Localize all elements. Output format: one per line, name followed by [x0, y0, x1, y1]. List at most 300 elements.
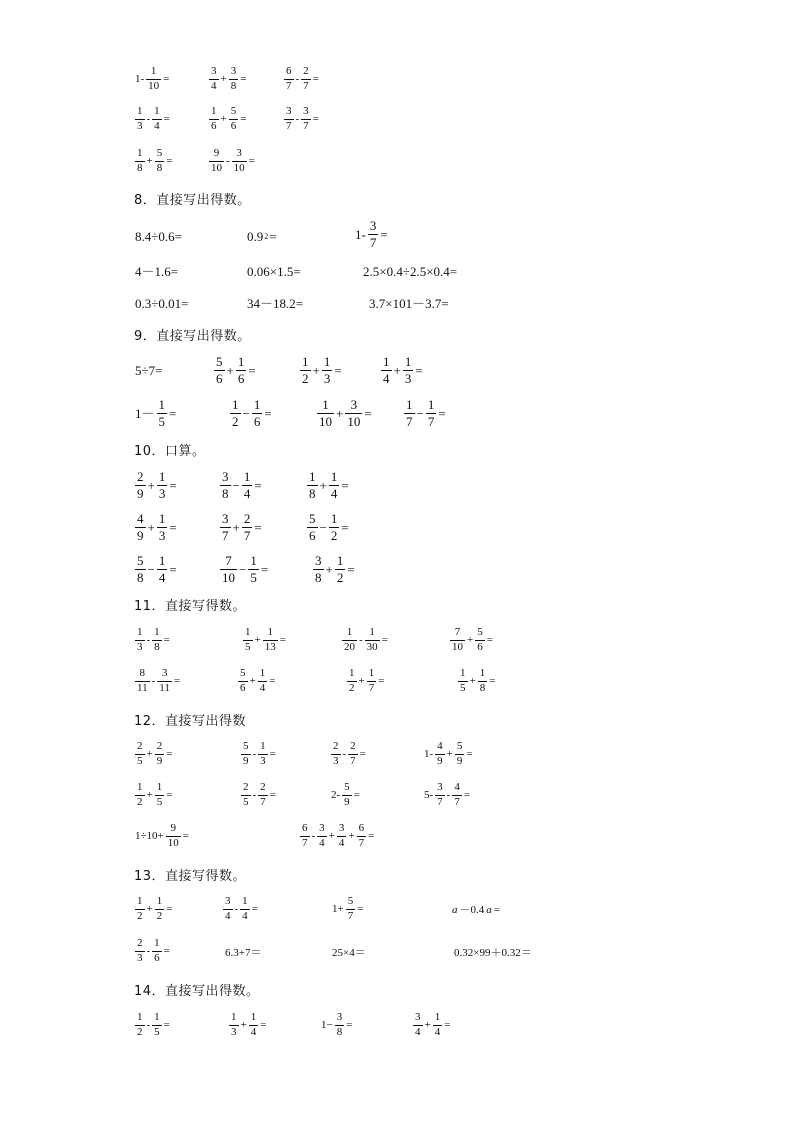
denominator: 2	[232, 413, 239, 429]
fraction	[317, 823, 327, 849]
fraction	[155, 782, 165, 808]
expression-text: 1+	[332, 902, 344, 915]
fraction	[135, 741, 145, 767]
fraction	[230, 398, 241, 428]
denominator: 11	[159, 681, 170, 694]
expression-text: +	[146, 902, 153, 915]
numerator: 1	[302, 354, 309, 369]
expression-text: 0.3÷0.01=	[135, 296, 189, 311]
expression-text: =	[312, 112, 319, 125]
numerator: 2	[303, 65, 309, 77]
expression-text: -	[151, 674, 156, 687]
expression-text: =	[254, 477, 262, 493]
fraction	[249, 1012, 259, 1038]
fraction	[307, 470, 318, 500]
denominator: 5	[156, 795, 163, 808]
fraction	[478, 668, 488, 694]
numerator: 1	[245, 626, 251, 638]
numerator: 5	[309, 511, 316, 526]
expression-text: =	[163, 112, 170, 125]
denominator: 6	[216, 370, 223, 386]
problem	[380, 355, 424, 385]
numerator: 1	[253, 397, 261, 412]
denominator: 2	[336, 569, 344, 585]
fraction	[243, 627, 253, 653]
fraction	[307, 512, 318, 542]
numerator: 2	[137, 740, 143, 752]
numerator: 1	[154, 105, 160, 117]
numerator: 9	[213, 147, 220, 159]
expression-text: 3.7×101－3.7=	[369, 296, 449, 311]
numerator: 3	[286, 105, 292, 117]
denominator: 9	[456, 754, 463, 767]
numerator: 1	[323, 354, 331, 369]
fraction	[301, 66, 311, 92]
numerator: 1	[346, 626, 353, 638]
denominator: 8	[156, 161, 163, 174]
denominator: 7	[303, 119, 309, 132]
expression-text: -	[146, 1018, 151, 1031]
denominator: 3	[333, 754, 339, 767]
denominator: 2	[330, 527, 338, 543]
denominator: 6	[237, 370, 245, 386]
numerator: 6	[286, 65, 292, 77]
expression-text: =	[359, 747, 366, 760]
denominator: 8	[154, 640, 160, 653]
numerator: 7	[454, 626, 461, 638]
fraction	[347, 668, 357, 694]
denominator: 7	[286, 119, 292, 132]
section-heading: 14．直接写出得数。	[134, 984, 260, 999]
numerator: 5	[137, 553, 144, 568]
denominator: 3	[158, 527, 166, 543]
expression-text: =	[334, 362, 342, 378]
expression-text: =	[269, 674, 276, 687]
fraction	[258, 741, 268, 767]
denominator: 13	[264, 640, 276, 653]
numerator: 1	[137, 1011, 143, 1023]
problem	[331, 896, 364, 922]
fraction	[155, 896, 165, 922]
denominator: 4	[434, 1025, 441, 1038]
problem	[451, 905, 501, 916]
denominator: 5	[137, 754, 143, 767]
denominator: 9	[137, 527, 144, 543]
fraction	[263, 627, 278, 653]
numerator: 1	[460, 667, 466, 679]
fraction	[135, 668, 150, 694]
expression-text: =	[312, 72, 319, 85]
denominator: 6	[477, 640, 483, 653]
denominator: 7	[358, 836, 365, 849]
expression-text: −	[232, 477, 240, 493]
denominator: 7	[222, 527, 229, 543]
denominator: 5	[243, 795, 249, 808]
denominator: 11	[137, 681, 148, 694]
numerator: 1	[250, 553, 257, 568]
problem	[228, 1012, 267, 1038]
numerator: 1	[154, 937, 160, 949]
expression-text: =	[254, 519, 262, 535]
expression-text: =	[248, 362, 256, 378]
denominator: 3	[260, 754, 266, 767]
problem	[219, 470, 263, 500]
problem	[134, 230, 183, 243]
numerator: 3	[161, 667, 168, 679]
denominator: 2	[349, 681, 355, 694]
fraction	[135, 106, 145, 132]
problem	[403, 398, 447, 428]
denominator: 10	[167, 836, 179, 849]
problem	[134, 741, 173, 767]
numerator: 1	[330, 511, 338, 526]
numerator: 2	[350, 740, 356, 752]
fraction	[313, 554, 324, 584]
problem	[208, 148, 256, 174]
expression-text: +	[249, 674, 256, 687]
problem	[134, 66, 170, 92]
denominator: 7	[303, 79, 309, 92]
numerator: 1	[267, 626, 273, 638]
fraction	[342, 782, 352, 808]
fraction	[155, 148, 165, 174]
expression-text: -	[234, 902, 239, 915]
numerator: 1	[243, 469, 251, 484]
denominator: 3	[323, 370, 331, 386]
expression-text: 2.5×0.4÷2.5×0.4=	[363, 264, 458, 279]
denominator: 7	[286, 79, 292, 92]
problem	[362, 265, 458, 278]
expression-text: =	[444, 1018, 451, 1031]
numerator: 1	[250, 1011, 257, 1023]
denominator: 5	[250, 569, 257, 585]
fraction	[404, 398, 415, 428]
numerator: 1	[330, 469, 338, 484]
fraction	[157, 470, 168, 500]
problem	[208, 66, 247, 92]
numerator: 1	[154, 626, 160, 638]
problem	[423, 741, 474, 767]
expression-text: =	[260, 1018, 267, 1031]
expression-text: +	[358, 674, 365, 687]
numerator: 6	[358, 822, 365, 834]
expression-text: 0.06×1.5=	[247, 264, 301, 279]
denominator: 3	[137, 951, 143, 964]
fraction	[258, 668, 268, 694]
expression-text: +	[146, 747, 153, 760]
expression-text: =	[466, 747, 473, 760]
numerator: 1	[383, 354, 390, 369]
numerator: 2	[243, 511, 251, 526]
fraction	[229, 1012, 239, 1038]
fraction	[329, 470, 340, 500]
expression-text: =	[341, 519, 349, 535]
expression-text: +	[220, 112, 227, 125]
problem	[222, 896, 259, 922]
denominator: 3	[158, 485, 166, 501]
expression-text: 25×4＝	[332, 947, 366, 959]
expression-text: 1－	[135, 405, 155, 421]
fraction	[135, 512, 146, 542]
expression-text: =	[269, 229, 277, 244]
fraction	[458, 668, 468, 694]
problem	[134, 668, 181, 694]
fraction	[435, 782, 445, 808]
numerator: 5	[230, 105, 237, 117]
numerator: 3	[225, 895, 231, 907]
fraction	[152, 1012, 162, 1038]
denominator: 2	[156, 909, 163, 922]
expression-text: =	[251, 902, 258, 915]
problem	[316, 398, 373, 428]
denominator: 3	[137, 119, 143, 132]
numerator: 1	[427, 397, 435, 412]
fraction	[241, 782, 251, 808]
numerator: 5	[216, 354, 223, 369]
denominator: 7	[427, 413, 435, 429]
expression-text: =	[486, 633, 493, 646]
fraction	[300, 823, 310, 849]
denominator: 9	[344, 795, 350, 808]
fraction	[146, 66, 161, 92]
expression-text: -	[226, 154, 230, 167]
denominator: 7	[368, 681, 375, 694]
expression-text: =	[166, 788, 173, 801]
problem	[449, 627, 494, 653]
expression-text: -	[359, 633, 363, 646]
expression-text: +	[348, 829, 355, 842]
denominator: 6	[154, 951, 160, 964]
expression-text: +	[147, 477, 155, 493]
fraction	[342, 627, 357, 653]
expression-text: =	[368, 829, 375, 842]
problem	[134, 398, 177, 428]
numerator: 1	[406, 397, 413, 412]
expression-text: −	[239, 561, 247, 577]
fraction	[157, 668, 172, 694]
problem	[242, 627, 287, 653]
fraction	[413, 1012, 423, 1038]
expression-text: +	[312, 362, 320, 378]
problem	[134, 265, 179, 278]
expression-text: =	[169, 519, 177, 535]
exponent: 2	[264, 231, 269, 241]
numerator: 6	[302, 822, 308, 834]
problem	[320, 1012, 353, 1038]
numerator: 3	[303, 105, 309, 117]
fraction	[455, 741, 465, 767]
denominator: 8	[230, 79, 237, 92]
expression-text: -	[342, 747, 347, 760]
problem	[246, 297, 304, 310]
fraction	[135, 627, 145, 653]
problem	[283, 66, 320, 92]
denominator: 4	[242, 909, 248, 922]
numerator: 2	[333, 740, 339, 752]
numerator: 1	[150, 65, 157, 77]
fraction	[403, 355, 414, 385]
problem	[306, 512, 350, 542]
expression-text: -	[146, 944, 151, 957]
problem	[246, 265, 302, 278]
problem	[423, 782, 471, 808]
fraction	[238, 668, 248, 694]
fraction	[209, 66, 219, 92]
numerator: 1	[232, 397, 239, 412]
fraction	[157, 554, 168, 584]
numerator: 1	[137, 105, 143, 117]
expression-text: -	[252, 747, 257, 760]
fraction	[284, 106, 294, 132]
expression-text: =	[169, 477, 177, 493]
expression-text: +	[147, 519, 155, 535]
expression-text: =	[163, 72, 170, 85]
problem	[134, 512, 178, 542]
problem	[134, 470, 178, 500]
problem	[134, 297, 189, 310]
denominator: 7	[302, 836, 308, 849]
problem	[237, 668, 276, 694]
denominator: 7	[260, 795, 266, 808]
numerator: 2	[243, 781, 249, 793]
numerator: 1	[322, 397, 329, 412]
expression-text: +	[446, 747, 453, 760]
numerator: 3	[369, 218, 377, 233]
numerator: 3	[336, 1011, 343, 1023]
fraction	[329, 512, 340, 542]
fraction	[242, 470, 253, 500]
denominator: 7	[347, 909, 354, 922]
expression-text: −	[416, 405, 424, 421]
numerator: 3	[350, 397, 358, 412]
numerator: 1	[156, 895, 163, 907]
numerator: 3	[211, 65, 217, 77]
denominator: 4	[338, 836, 345, 849]
fraction	[152, 938, 162, 964]
expression-text: 5-	[424, 788, 434, 801]
numerator: 1	[259, 667, 266, 679]
fraction	[135, 470, 146, 500]
expression-text: 0.32×99＋0.32＝	[454, 947, 532, 959]
denominator: 4	[154, 119, 160, 132]
fraction	[157, 512, 168, 542]
problem	[134, 554, 178, 584]
fraction	[322, 355, 333, 385]
problem	[219, 512, 263, 542]
expression-text: -	[146, 112, 151, 125]
numerator: 5	[243, 740, 249, 752]
expression-text: =	[264, 405, 272, 421]
problem	[229, 398, 273, 428]
expression-text: 1−	[321, 1018, 333, 1031]
fraction	[241, 741, 251, 767]
problem	[312, 554, 356, 584]
section-heading: 11．直接写得数。	[134, 599, 247, 614]
fraction	[331, 741, 341, 767]
denominator: 2	[137, 1025, 143, 1038]
denominator: 2	[302, 370, 309, 386]
numerator: 2	[260, 781, 266, 793]
numerator: 1	[154, 1011, 160, 1023]
expression-text: =	[380, 226, 388, 242]
denominator: 3	[231, 1025, 237, 1038]
expression-text: =	[163, 1018, 170, 1031]
fraction	[433, 1012, 443, 1038]
expression-text: =	[381, 633, 388, 646]
section-heading: 12．直接写出得数	[134, 714, 247, 729]
problem	[134, 938, 171, 964]
fraction	[209, 106, 219, 132]
variable: a	[452, 904, 458, 916]
numerator: 1	[369, 626, 375, 638]
numerator: 1	[211, 105, 217, 117]
numerator: 1	[336, 553, 344, 568]
fraction	[135, 148, 145, 174]
expression-text: 1÷10+	[135, 829, 164, 842]
fraction	[335, 1012, 345, 1038]
numerator: 3	[319, 822, 325, 834]
problem	[354, 219, 389, 249]
fraction	[381, 355, 392, 385]
fraction	[236, 355, 247, 385]
fraction	[220, 470, 231, 500]
fraction	[426, 398, 437, 428]
expression-text: =	[346, 1018, 353, 1031]
numerator: 5	[156, 147, 163, 159]
fraction	[220, 512, 231, 542]
expression-text: =	[269, 788, 276, 801]
numerator: 8	[139, 667, 146, 679]
numerator: 4	[137, 511, 144, 526]
numerator: 1	[158, 469, 166, 484]
expression-text: =	[438, 405, 446, 421]
denominator: 20	[344, 640, 355, 653]
expression-text: =	[182, 829, 189, 842]
fraction	[317, 398, 334, 428]
fraction	[248, 554, 259, 584]
denominator: 4	[158, 569, 166, 585]
expression-text: 1-	[135, 72, 145, 85]
denominator: 7	[369, 234, 377, 250]
denominator: 9	[156, 754, 163, 767]
denominator: 9	[243, 754, 249, 767]
numerator: 1	[237, 354, 245, 369]
fraction	[155, 741, 165, 767]
problem	[224, 948, 262, 959]
denominator: 30	[366, 640, 378, 653]
expression-text: -	[311, 829, 316, 842]
numerator: 1	[137, 781, 143, 793]
denominator: 4	[319, 836, 325, 849]
expression-text: =	[489, 674, 496, 687]
expression-text: =	[260, 561, 269, 577]
expression-text: +	[146, 154, 153, 167]
expression-text: =	[163, 944, 170, 957]
fraction	[367, 668, 377, 694]
denominator: 6	[253, 413, 261, 429]
fraction	[435, 741, 445, 767]
fraction	[284, 66, 294, 92]
fraction	[348, 741, 358, 767]
problem	[330, 782, 361, 808]
problem	[299, 823, 375, 849]
problem	[134, 823, 190, 849]
expression-text: 5÷7=	[135, 363, 163, 378]
problem	[346, 668, 385, 694]
denominator: 7	[243, 527, 251, 543]
fraction	[475, 627, 485, 653]
expression-text: =	[169, 561, 177, 577]
